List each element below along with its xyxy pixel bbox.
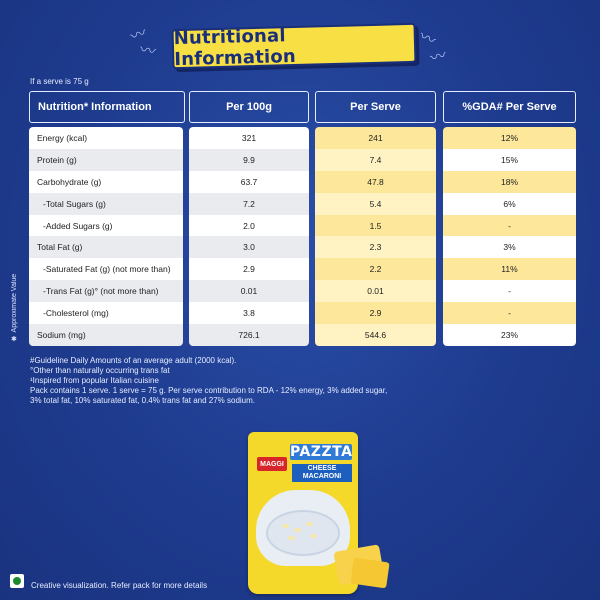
pasta-doodle-icon: 〰: [138, 39, 158, 62]
cell-serve-trans-fat: 0.01: [315, 280, 436, 302]
cell-gda-sodium: 23%: [443, 324, 576, 346]
header-nutrition-information: Nutrition* Information: [29, 91, 185, 123]
header-gda-per-serve: %GDA# Per Serve: [443, 91, 576, 123]
page-title: Nutritional Information: [173, 25, 297, 71]
header-per-serve: Per Serve: [315, 91, 436, 123]
label-protein: Protein (g): [29, 149, 183, 171]
label-energy: Energy (kcal): [29, 127, 183, 149]
cell-gda-trans-fat: -: [443, 280, 576, 302]
cell-serve-added-sugars: 1.5: [315, 215, 436, 237]
creative-visualization-note: Creative visualization. Refer pack for more details: [31, 581, 208, 590]
cell-serve-carbohydrate: 47.8: [315, 171, 436, 193]
title-banner: [172, 23, 417, 69]
label-carbohydrate: Carbohydrate (g): [29, 171, 183, 193]
footnote-trans-fat: °Other than naturally occurring trans fat: [30, 366, 170, 375]
cell-gda-added-sugars: -: [443, 215, 576, 237]
maggi-logo: MAGGI: [256, 456, 288, 472]
cell-per100-total-sugars: 7.2: [189, 193, 309, 215]
cell-per100-added-sugars: 2.0: [189, 215, 309, 237]
cell-gda-carbohydrate: 18%: [443, 171, 576, 193]
label-total-sugars: -Total Sugars (g): [29, 193, 183, 215]
cell-per100-sodium: 726.1: [189, 324, 309, 346]
cell-serve-saturated-fat: 2.2: [315, 258, 436, 280]
cell-per100-protein: 9.9: [189, 149, 309, 171]
label-saturated-fat: -Saturated Fat (g) (not more than): [29, 258, 183, 280]
footnote-italian: ¹Inspired from popular Italian cuisine: [30, 376, 159, 385]
cell-per100-trans-fat: 0.01: [189, 280, 309, 302]
per-serve-column: [315, 127, 436, 346]
approximate-value-note: ✱ Approximate Value: [11, 273, 18, 342]
cell-per100-cholesterol: 3.8: [189, 302, 309, 324]
cheese-block-icon: [350, 558, 389, 589]
label-cholesterol: -Cholesterol (mg): [29, 302, 183, 324]
gda-column: [443, 127, 576, 346]
noodle-icon: [288, 536, 295, 540]
label-trans-fat: -Trans Fat (g)° (not more than): [29, 280, 183, 302]
pack-subtitle: CHEESE MACARONI: [292, 464, 352, 482]
footnotes: [30, 356, 388, 406]
cell-gda-energy: 12%: [443, 127, 576, 149]
cell-serve-total-sugars: 5.4: [315, 193, 436, 215]
macaroni-bowl-icon: [266, 510, 340, 556]
pack-brand: PAZZTA: [290, 444, 353, 460]
cell-serve-total-fat: 2.3: [315, 236, 436, 258]
noodle-icon: [306, 522, 313, 526]
cell-per100-energy: 321: [189, 127, 309, 149]
per-100g-column: [189, 127, 309, 346]
footnote-pack-2: 3% total fat, 10% saturated fat, 0.4% trans fat and 27% sodium.: [30, 396, 256, 405]
header-per-100g: Per 100g: [189, 91, 309, 123]
vegetarian-mark-icon: [10, 574, 24, 588]
pasta-doodle-icon: 〰: [428, 45, 449, 68]
cell-per100-total-fat: 3.0: [189, 236, 309, 258]
label-added-sugars: -Added Sugars (g): [29, 215, 183, 237]
pasta-doodle-icon: 〰: [127, 22, 150, 47]
cell-gda-total-fat: 3%: [443, 236, 576, 258]
cell-gda-saturated-fat: 11%: [443, 258, 576, 280]
cell-serve-sodium: 544.6: [315, 324, 436, 346]
footnote-gda: #Guideline Daily Amounts of an average adult (2000 kcal).: [30, 356, 237, 365]
footnote-pack-1: Pack contains 1 serve. 1 serve = 75 g. Per serve contribution to RDA - 12% energy, 3% added sugar,: [30, 386, 388, 395]
serve-note: If a serve is 75 g: [30, 77, 89, 86]
label-sodium: Sodium (mg): [29, 324, 183, 346]
cell-serve-energy: 241: [315, 127, 436, 149]
cell-per100-carbohydrate: 63.7: [189, 171, 309, 193]
cell-gda-protein: 15%: [443, 149, 576, 171]
cell-per100-saturated-fat: 2.9: [189, 258, 309, 280]
pasta-doodle-icon: 〰: [416, 26, 439, 51]
noodle-icon: [310, 534, 317, 538]
cell-gda-total-sugars: 6%: [443, 193, 576, 215]
noodle-icon: [282, 524, 289, 528]
label-total-fat: Total Fat (g): [29, 236, 183, 258]
cell-serve-protein: 7.4: [315, 149, 436, 171]
cell-serve-cholesterol: 2.9: [315, 302, 436, 324]
labels-column: [29, 127, 183, 346]
cell-gda-cholesterol: -: [443, 302, 576, 324]
noodle-icon: [294, 528, 301, 532]
